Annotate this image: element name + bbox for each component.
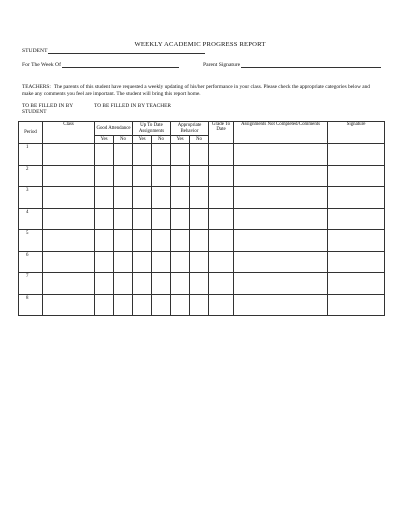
assignments-yes-header: Yes xyxy=(133,136,152,144)
behavior-yes-header: Yes xyxy=(171,136,190,144)
period-header: Period xyxy=(19,122,43,144)
attendance-header: Good Attendance xyxy=(95,122,133,136)
signature-cell[interactable] xyxy=(328,144,385,166)
assignments-yes-cell[interactable] xyxy=(133,208,152,230)
fill-by-student-label: TO BE FILLED IN BY STUDENT xyxy=(22,103,73,116)
attendance-no-cell[interactable] xyxy=(114,144,133,166)
period-number: 6 xyxy=(19,251,43,273)
class-cell[interactable] xyxy=(43,230,95,252)
assignments-no-cell[interactable] xyxy=(152,165,171,187)
period-number: 4 xyxy=(19,208,43,230)
attendance-no-cell[interactable] xyxy=(114,187,133,209)
class-cell[interactable] xyxy=(43,144,95,166)
report-title: WEEKLY ACADEMIC PROGRESS REPORT xyxy=(134,41,266,48)
table-row xyxy=(19,230,385,252)
week-input-line[interactable] xyxy=(62,61,179,68)
week-label: For The Week Of xyxy=(22,62,61,68)
signature-cell[interactable] xyxy=(328,165,385,187)
behavior-yes-cell[interactable] xyxy=(171,144,190,166)
table-row xyxy=(19,187,385,209)
progress-table xyxy=(18,121,385,316)
assignments-no-header: No xyxy=(152,136,171,144)
behavior-no-cell[interactable] xyxy=(190,273,209,295)
comments-cell[interactable] xyxy=(234,251,328,273)
assignments-yes-cell[interactable] xyxy=(133,294,152,316)
assignments-yes-cell[interactable] xyxy=(133,230,152,252)
class-cell[interactable] xyxy=(43,208,95,230)
week-field xyxy=(22,61,179,68)
class-cell[interactable] xyxy=(43,165,95,187)
signature-cell[interactable] xyxy=(328,230,385,252)
table-row xyxy=(19,294,385,316)
comments-cell[interactable] xyxy=(234,187,328,209)
behavior-yes-cell[interactable] xyxy=(171,208,190,230)
behavior-yes-cell[interactable] xyxy=(171,230,190,252)
attendance-yes-cell[interactable] xyxy=(95,187,114,209)
period-number: 1 xyxy=(19,144,43,166)
grade-cell[interactable] xyxy=(209,294,234,316)
grade-cell[interactable] xyxy=(209,230,234,252)
attendance-yes-cell[interactable] xyxy=(95,273,114,295)
assignments-no-cell[interactable] xyxy=(152,208,171,230)
period-number: 5 xyxy=(19,230,43,252)
parent-signature-line[interactable] xyxy=(241,61,381,68)
student-input-line[interactable] xyxy=(48,47,205,54)
attendance-yes-cell[interactable] xyxy=(95,294,114,316)
teachers-label: TEACHERS: xyxy=(22,84,51,90)
not-completed-header: Assignments Not Completed/Comments xyxy=(234,122,328,144)
assignments-yes-cell[interactable] xyxy=(133,251,152,273)
behavior-no-cell[interactable] xyxy=(190,165,209,187)
attendance-yes-cell[interactable] xyxy=(95,165,114,187)
grade-cell[interactable] xyxy=(209,187,234,209)
behavior-no-header: No xyxy=(190,136,209,144)
behavior-no-cell[interactable] xyxy=(190,294,209,316)
comments-cell[interactable] xyxy=(234,273,328,295)
assignments-no-cell[interactable] xyxy=(152,251,171,273)
behavior-yes-cell[interactable] xyxy=(171,165,190,187)
class-cell[interactable] xyxy=(43,251,95,273)
attendance-yes-cell[interactable] xyxy=(95,208,114,230)
header-row xyxy=(19,122,385,136)
attendance-no-cell[interactable] xyxy=(114,251,133,273)
grade-cell[interactable] xyxy=(209,208,234,230)
class-cell[interactable] xyxy=(43,294,95,316)
assignments-no-cell[interactable] xyxy=(152,144,171,166)
comments-cell[interactable] xyxy=(234,230,328,252)
behavior-yes-cell[interactable] xyxy=(171,251,190,273)
grade-cell[interactable] xyxy=(209,144,234,166)
table-row xyxy=(19,144,385,166)
period-number: 2 xyxy=(19,165,43,187)
fill-by-teacher-label: TO BE FILLED IN BY TEACHER xyxy=(94,103,172,109)
behavior-no-cell[interactable] xyxy=(190,208,209,230)
behavior-header: Appropriate Behavior xyxy=(171,122,209,136)
attendance-no-cell[interactable] xyxy=(114,165,133,187)
assignments-yes-cell[interactable] xyxy=(133,165,152,187)
attendance-no-cell[interactable] xyxy=(114,294,133,316)
class-header: Class xyxy=(43,122,95,144)
assignments-no-cell[interactable] xyxy=(152,230,171,252)
table-row xyxy=(19,273,385,295)
signature-cell[interactable] xyxy=(328,273,385,295)
grade-cell[interactable] xyxy=(209,165,234,187)
assignments-yes-cell[interactable] xyxy=(133,144,152,166)
behavior-no-cell[interactable] xyxy=(190,251,209,273)
grade-cell[interactable] xyxy=(209,273,234,295)
attendance-yes-cell[interactable] xyxy=(95,230,114,252)
behavior-no-cell[interactable] xyxy=(190,230,209,252)
parent-signature-field xyxy=(203,61,381,68)
student-field xyxy=(22,47,205,54)
teachers-text: The parents of this student have requested a weekly updating of his/her performance in your class. Please check the appropriate categories below and make any comments you feel are important. The student will bring this report home. xyxy=(22,84,370,98)
comments-cell[interactable] xyxy=(234,294,328,316)
teachers-note xyxy=(22,84,377,98)
table-row xyxy=(19,165,385,187)
assignments-no-cell[interactable] xyxy=(152,294,171,316)
period-rows xyxy=(19,144,385,316)
assignments-header: Up To Date Assignments xyxy=(133,122,171,136)
signature-header: Signature xyxy=(328,122,385,144)
attendance-yes-header: Yes xyxy=(95,136,114,144)
signature-cell[interactable] xyxy=(328,208,385,230)
attendance-no-cell[interactable] xyxy=(114,208,133,230)
period-number: 7 xyxy=(19,273,43,295)
attendance-no-cell[interactable] xyxy=(114,273,133,295)
signature-cell[interactable] xyxy=(328,294,385,316)
behavior-no-cell[interactable] xyxy=(190,144,209,166)
assignments-no-cell[interactable] xyxy=(152,187,171,209)
behavior-no-cell[interactable] xyxy=(190,187,209,209)
table-row xyxy=(19,251,385,273)
period-number: 8 xyxy=(19,294,43,316)
period-number: 3 xyxy=(19,187,43,209)
grade-cell[interactable] xyxy=(209,251,234,273)
assignments-yes-cell[interactable] xyxy=(133,187,152,209)
attendance-yes-cell[interactable] xyxy=(95,144,114,166)
comments-cell[interactable] xyxy=(234,144,328,166)
class-cell[interactable] xyxy=(43,187,95,209)
table-row xyxy=(19,208,385,230)
signature-cell[interactable] xyxy=(328,187,385,209)
assignments-no-cell[interactable] xyxy=(152,273,171,295)
class-cell[interactable] xyxy=(43,273,95,295)
assignments-yes-cell[interactable] xyxy=(133,273,152,295)
attendance-yes-cell[interactable] xyxy=(95,251,114,273)
parent-signature-label: Parent Signature xyxy=(203,62,241,68)
behavior-yes-cell[interactable] xyxy=(171,187,190,209)
comments-cell[interactable] xyxy=(234,165,328,187)
behavior-yes-cell[interactable] xyxy=(171,273,190,295)
behavior-yes-cell[interactable] xyxy=(171,294,190,316)
student-label: STUDENT xyxy=(22,48,48,54)
signature-cell[interactable] xyxy=(328,251,385,273)
attendance-no-header: No xyxy=(114,136,133,144)
attendance-no-cell[interactable] xyxy=(114,230,133,252)
comments-cell[interactable] xyxy=(234,208,328,230)
grade-header: Grade To Date xyxy=(209,122,234,144)
